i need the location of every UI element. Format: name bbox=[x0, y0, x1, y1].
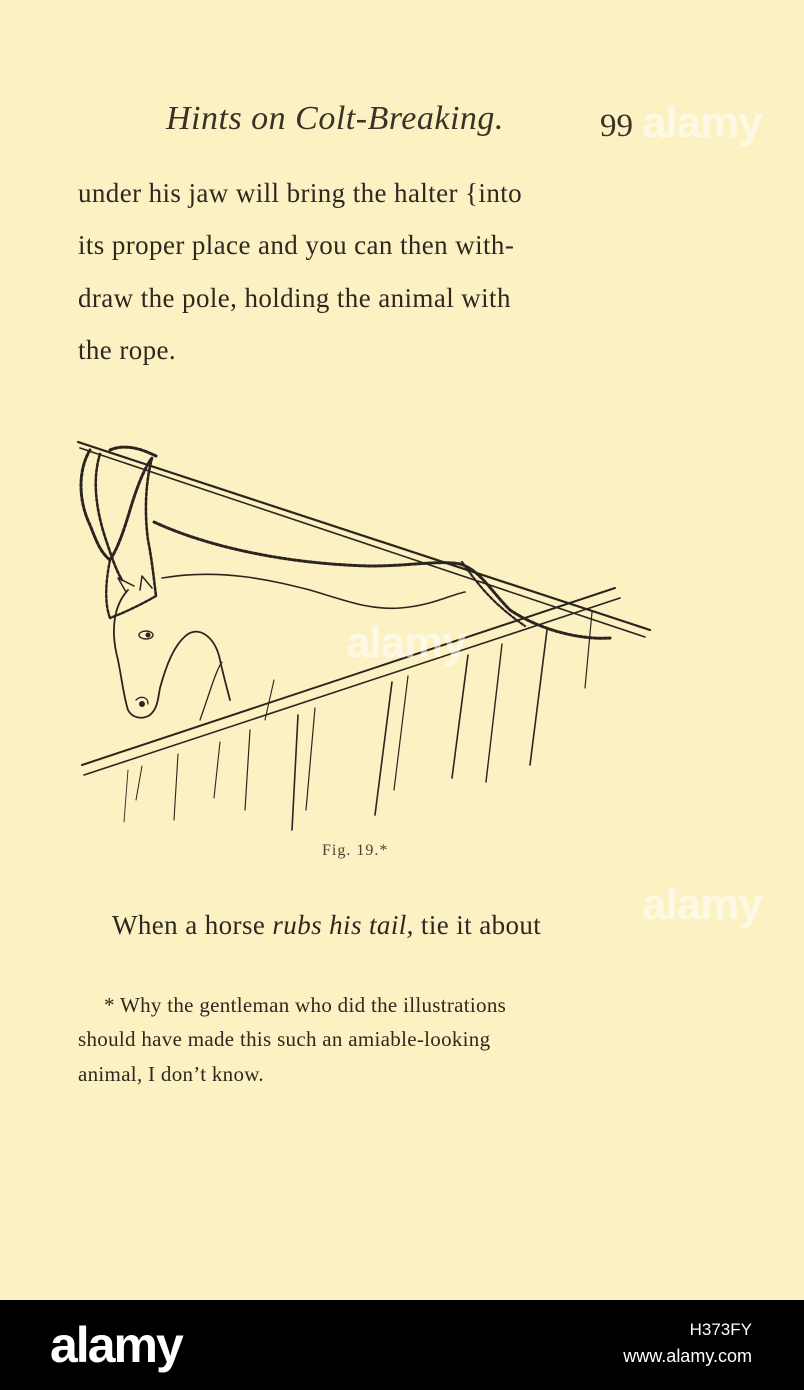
image-id: H373FY bbox=[689, 1320, 752, 1339]
figure-caption: Fig. 19.* bbox=[322, 842, 389, 859]
paragraph-text: When a horse bbox=[112, 910, 273, 940]
footer-url: www.alamy.com bbox=[623, 1346, 752, 1366]
body-text-line: under his jaw will bring the halter {into bbox=[78, 178, 523, 208]
watermark: alamy bbox=[642, 98, 762, 147]
watermark: alamy bbox=[346, 618, 466, 667]
footnote-line: should have made this such an amiable-looking bbox=[78, 1027, 491, 1051]
paragraph-text: tie it about bbox=[413, 910, 542, 940]
footer-logo: alamy bbox=[50, 1317, 182, 1373]
watermark: alamy bbox=[642, 880, 762, 929]
page-number: 99 bbox=[600, 108, 633, 144]
body-text-line: draw the pole, holding the animal with bbox=[78, 283, 511, 313]
footnote-line: * Why the gentleman who did the illustrations bbox=[104, 993, 507, 1017]
paragraph-emphasis: rubs his tail, bbox=[272, 910, 414, 940]
paragraph-line bbox=[112, 910, 541, 941]
body-text-line: the rope. bbox=[78, 335, 177, 365]
footnote-line: animal, I don’t know. bbox=[78, 1062, 264, 1086]
running-header-title: Hints on Colt-Breaking. bbox=[166, 100, 504, 137]
body-text-line: its proper place and you can then with- bbox=[78, 230, 515, 260]
